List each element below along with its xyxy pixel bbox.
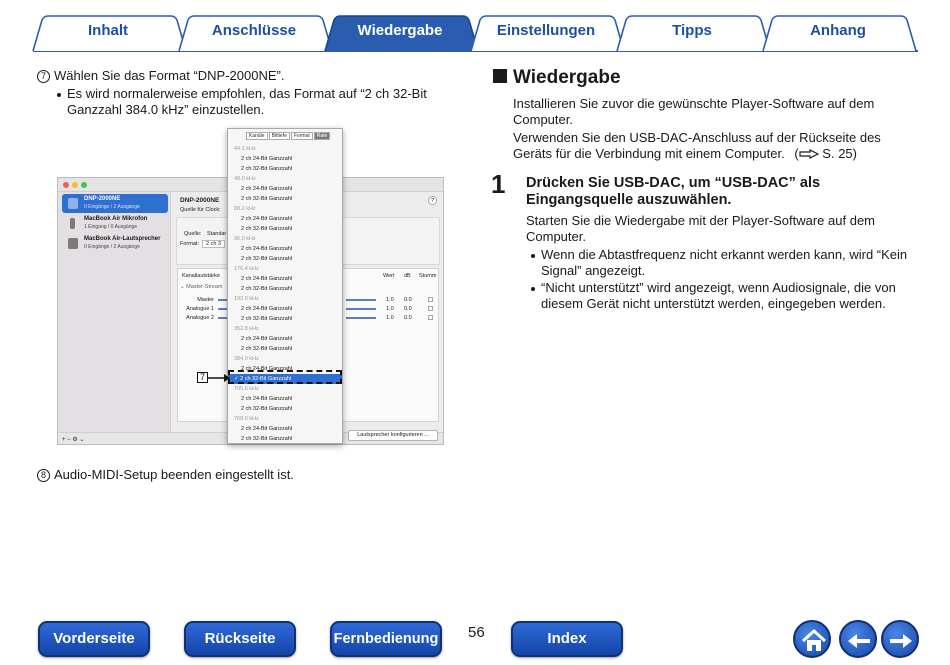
device-item-microphone[interactable] xyxy=(62,214,168,233)
sample-rate-header: 705.6 kHz xyxy=(234,386,259,392)
volume-slider[interactable] xyxy=(346,299,376,301)
arrow-left-icon xyxy=(841,622,879,660)
row-name: Analogue 1 xyxy=(186,306,214,312)
step-body-line2: Computer. xyxy=(526,229,586,244)
format-option[interactable]: 2 ch 24-Bit Ganzzahl xyxy=(241,276,293,282)
stream-label-text: Master-Stream xyxy=(186,284,223,290)
bullet-dot xyxy=(531,254,535,258)
minimize-light-icon xyxy=(72,182,78,188)
format-option[interactable]: 2 ch 24-Bit Ganzzahl xyxy=(241,336,293,342)
mute-checkbox[interactable] xyxy=(428,306,433,311)
pointing-hand-icon xyxy=(799,148,819,159)
intro-line2: Computer. xyxy=(513,112,573,127)
forward-button[interactable] xyxy=(881,620,919,658)
format-option[interactable]: 2 ch 32-Bit Ganzzahl xyxy=(241,226,293,232)
row-name: Master xyxy=(197,297,214,303)
note2-line2: diesem Gerät nicht unterstützt werden, eingegeben werden. xyxy=(541,296,886,311)
close-light-icon xyxy=(63,182,69,188)
speaker-icon xyxy=(68,238,78,249)
rear-panel-button[interactable]: Rückseite xyxy=(184,621,296,657)
mute-checkbox[interactable] xyxy=(428,315,433,320)
device-tools[interactable]: + − ⚙ ⌄ xyxy=(62,437,85,443)
intro-line4-text: Geräts für die Verbindung mit einem Computer. xyxy=(513,146,785,161)
row-db: 0.0 xyxy=(404,297,412,303)
format-option[interactable]: 2 ch 32-Bit Ganzzahl xyxy=(241,406,293,412)
sample-rate-header: 192.0 kHz xyxy=(234,296,259,302)
format-option[interactable]: 2 ch 24-Bit Ganzzahl xyxy=(241,186,293,192)
index-button[interactable]: Index xyxy=(511,621,623,657)
format-option[interactable]: 2 ch 24-Bit Ganzzahl xyxy=(241,216,293,222)
front-panel-button[interactable]: Vorderseite xyxy=(38,621,150,657)
step-title-line2: Eingangsquelle auszuwählen. xyxy=(526,192,732,208)
volume-slider[interactable] xyxy=(346,317,376,319)
step-7 xyxy=(37,68,284,84)
step-number-badge: 7 xyxy=(37,70,50,83)
back-button[interactable] xyxy=(839,620,877,658)
zoom-light-icon xyxy=(81,182,87,188)
format-option[interactable]: 2 ch 24-Bit Ganzzahl xyxy=(241,426,293,432)
page-number: 56 xyxy=(468,624,485,641)
device-name: MacBook Air Mikrofon xyxy=(84,216,148,222)
tab-anhang[interactable]: Anhang xyxy=(810,22,866,39)
section-marker-icon xyxy=(493,69,507,83)
bullet-dot xyxy=(57,93,61,97)
tab-einstellungen[interactable]: Einstellungen xyxy=(496,22,596,39)
format-option[interactable]: 2 ch 32-Bit Ganzzahl xyxy=(241,316,293,322)
row-db: 0.0 xyxy=(404,315,412,321)
column-rate[interactable]: Rate xyxy=(314,132,331,140)
row-value: 1.0 xyxy=(386,297,394,303)
home-icon xyxy=(795,622,833,660)
format-option[interactable]: 2 ch 24-Bit Ganzzahl xyxy=(241,306,293,312)
col-db: dB xyxy=(404,273,411,279)
sample-rate-header: 96.0 kHz xyxy=(234,236,256,242)
format-dropdown-menu xyxy=(227,128,343,444)
device-item-speaker[interactable] xyxy=(62,234,168,253)
column-format[interactable]: Format xyxy=(291,132,313,140)
step-title-line1: Drücken Sie USB-DAC, um “USB-DAC” als xyxy=(526,175,821,191)
step-8 xyxy=(37,467,294,483)
row-name: Analogue 2 xyxy=(186,315,214,321)
sample-rate-header: 384.0 kHz xyxy=(234,356,259,362)
device-name: MacBook Air-Lautsprecher xyxy=(84,236,161,242)
note2-line1: “Nicht unterstützt” wird angezeigt, wenn Audiosignale, die von xyxy=(541,280,896,295)
tab-wiedergabe[interactable]: Wiedergabe xyxy=(357,22,443,39)
bullet-dot xyxy=(531,287,535,291)
format-option[interactable]: 2 ch 32-Bit Ganzzahl xyxy=(241,286,293,292)
column-bitdepth[interactable]: Bittiefe xyxy=(269,132,290,140)
sample-rate-header: 44.1 kHz xyxy=(234,146,256,152)
help-button[interactable]: ? xyxy=(428,196,437,205)
format-option[interactable]: 2 ch 32-Bit Ganzzahl xyxy=(241,196,293,202)
format-select[interactable]: 2 ch 3 xyxy=(202,240,225,248)
tab-inhalt[interactable]: Inhalt xyxy=(88,22,128,39)
col-mute: Stumm xyxy=(419,273,437,279)
format-option[interactable]: 2 ch 32-Bit Ganzzahl xyxy=(241,346,293,352)
remote-control-button[interactable]: Fernbedienung xyxy=(330,621,442,657)
col-value: Wert xyxy=(383,273,395,279)
source-value[interactable]: Standar xyxy=(207,231,227,237)
home-button[interactable] xyxy=(793,620,831,658)
pane-title: DNP-2000NE xyxy=(180,197,220,204)
device-io: 0 Eingänge / 2 Ausgänge xyxy=(84,204,140,210)
step-7-note-line2: Ganzzahl 384.0 kHz” einzustellen. xyxy=(67,102,265,117)
callout-7: 7 xyxy=(197,372,208,383)
intro-line1: Installieren Sie zuvor die gewünschte Player-Software auf dem xyxy=(513,96,875,111)
volume-slider[interactable] xyxy=(346,308,376,310)
page-reference-link[interactable]: S. 25) xyxy=(822,146,857,161)
step-body-line1: Starten Sie die Wiedergabe mit der Player-Software auf dem xyxy=(526,213,876,228)
popup-column-headers xyxy=(246,132,331,140)
stream-label: ⌄ Master-Stream xyxy=(180,284,223,290)
arrow-right-icon xyxy=(883,622,921,660)
step-number-badge: 8 xyxy=(37,469,50,482)
step-8-text: Audio-MIDI-Setup beenden eingestellt ist. xyxy=(54,467,294,482)
device-io: 0 Eingänge / 2 Ausgänge xyxy=(84,244,140,250)
format-option[interactable]: 2 ch 32-Bit Ganzzahl xyxy=(241,256,293,262)
format-option[interactable]: 2 ch 32-Bit Ganzzahl xyxy=(241,166,293,172)
column-channels[interactable]: Kanäle xyxy=(246,132,268,140)
step-7-text: Wählen Sie das Format “DNP-2000NE”. xyxy=(54,68,285,83)
note1-line1: Wenn die Abtastfrequenz nicht erkannt werden kann, wird “Kein xyxy=(541,247,908,262)
note1-line2: Signal” angezeigt. xyxy=(541,263,646,278)
section-title: Wiedergabe xyxy=(513,67,621,88)
step-7-note-line1: Es wird normalerweise empfohlen, das Format auf “2 ch 32-Bit xyxy=(67,86,427,101)
top-tab-bar xyxy=(0,0,950,56)
row-value: 1.0 xyxy=(386,306,394,312)
sample-rate-header: 768.0 kHz xyxy=(234,416,259,422)
sample-rate-header: 352.8 kHz xyxy=(234,326,259,332)
sample-rate-header: 88.2 kHz xyxy=(234,206,256,212)
table-header: Kanallautstärke xyxy=(182,273,220,279)
format-option[interactable]: 2 ch 24-Bit Ganzzahl xyxy=(241,156,293,162)
device-io: 1 Eingang / 0 Ausgänge xyxy=(84,224,138,230)
usb-device-icon xyxy=(68,198,78,209)
format-label: Format: xyxy=(180,241,199,247)
format-option[interactable]: 2 ch 32-Bit Ganzzahl xyxy=(241,436,293,442)
format-option[interactable]: ✓ 2 ch 32-Bit Ganzzahl xyxy=(228,374,343,384)
callout-arrow-icon xyxy=(208,372,230,384)
selection-highlight-box xyxy=(228,370,342,384)
configure-speakers-button[interactable]: Lautsprecher konfigurieren ... xyxy=(348,430,438,441)
row-db: 0.0 xyxy=(404,306,412,312)
microphone-icon xyxy=(70,218,75,229)
mute-checkbox[interactable] xyxy=(428,297,433,302)
clock-label: Quelle für Clock: xyxy=(180,207,221,213)
device-name: DNP-2000NE xyxy=(84,196,121,202)
sample-rate-header: 176.4 kHz xyxy=(234,266,259,272)
device-item-dnp2000ne[interactable] xyxy=(62,194,168,213)
sample-rate-header: 48.0 kHz xyxy=(234,176,256,182)
tab-tipps[interactable]: Tipps xyxy=(672,22,712,39)
format-option[interactable]: 2 ch 24-Bit Ganzzahl xyxy=(241,396,293,402)
step-number: 1 xyxy=(491,169,506,199)
format-option[interactable]: 2 ch 24-Bit Ganzzahl xyxy=(241,366,293,372)
row-value: 1.0 xyxy=(386,315,394,321)
source-label: Quelle: xyxy=(184,231,202,237)
intro-line4: Geräts für die Verbindung mit einem Computer. ( S. 25) xyxy=(513,146,857,161)
device-list xyxy=(58,192,171,432)
tab-anschluesse[interactable]: Anschlüsse xyxy=(211,22,297,39)
format-option[interactable]: 2 ch 24-Bit Ganzzahl xyxy=(241,246,293,252)
intro-line3: Verwenden Sie den USB-DAC-Anschluss auf der Rückseite des xyxy=(513,130,881,145)
